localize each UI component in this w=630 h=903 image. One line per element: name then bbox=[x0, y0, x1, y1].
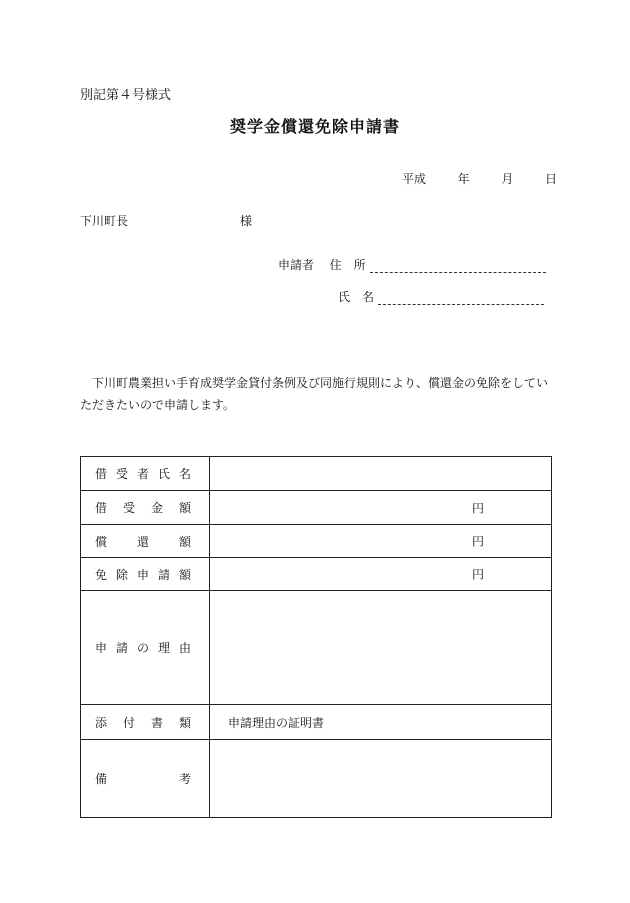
applicant-name-row bbox=[338, 288, 544, 305]
label-char: 額 bbox=[178, 534, 191, 549]
table-row bbox=[81, 525, 552, 558]
value-repayment[interactable] bbox=[210, 525, 552, 558]
table-row bbox=[81, 491, 552, 525]
application-table bbox=[80, 456, 552, 818]
label-attachments bbox=[81, 705, 210, 740]
table-row bbox=[81, 457, 552, 491]
lbl-loan bbox=[81, 499, 209, 516]
label-char: 請 bbox=[115, 641, 128, 655]
label-repayment bbox=[81, 525, 210, 558]
label-char: 申 bbox=[95, 641, 108, 655]
label-char: 書 bbox=[150, 715, 163, 730]
address-label: 住 所 bbox=[329, 258, 366, 272]
label-char: 額 bbox=[178, 501, 191, 515]
value-reason[interactable] bbox=[210, 591, 552, 705]
label-char: 額 bbox=[178, 567, 191, 582]
value-remarks[interactable] bbox=[210, 740, 552, 818]
label-char: 償 bbox=[95, 534, 108, 549]
label-char: 考 bbox=[178, 772, 191, 786]
label-exemption-amount bbox=[81, 558, 210, 591]
label-char: 還 bbox=[136, 534, 149, 549]
label-char: 借 bbox=[95, 467, 108, 481]
form-number-label: 別記第４号様式 bbox=[80, 88, 172, 103]
addressee-honorific: 様 bbox=[240, 214, 253, 228]
label-char: 金 bbox=[150, 501, 163, 515]
applicant-address-row bbox=[278, 256, 546, 273]
label-char: 由 bbox=[178, 641, 191, 655]
label-char: 者 bbox=[136, 467, 149, 481]
label-remarks bbox=[81, 740, 210, 818]
lbl-remarks bbox=[81, 770, 209, 787]
application-statement: 下川町農業担い手育成奨学金貸付条例及び同施行規則により、償還金の免除をしていただきたいので申請します。 bbox=[80, 376, 549, 412]
label-char: 免 bbox=[95, 567, 108, 582]
label-char: 備 bbox=[95, 772, 108, 786]
label-char: 類 bbox=[178, 715, 191, 730]
date-line bbox=[402, 170, 557, 187]
date-year: 年 bbox=[457, 172, 470, 186]
label-char: 申 bbox=[136, 567, 149, 582]
table-row bbox=[81, 705, 552, 740]
document-title: 奨学金償還免除申請書 bbox=[229, 117, 400, 136]
table-row bbox=[81, 558, 552, 591]
label-char: 借 bbox=[95, 501, 108, 515]
addressee-line bbox=[80, 212, 253, 229]
label-char: 添 bbox=[95, 715, 108, 730]
label-char: 氏 bbox=[157, 467, 170, 481]
date-era: 平成 bbox=[402, 172, 427, 186]
value-attachments[interactable]: 申請理由の証明書 bbox=[210, 705, 552, 740]
name-field[interactable] bbox=[378, 292, 544, 305]
label-char: の bbox=[136, 641, 149, 655]
label-char: 受 bbox=[122, 501, 135, 515]
table-row bbox=[81, 591, 552, 705]
lbl-exempt bbox=[81, 566, 209, 583]
name-label: 氏 名 bbox=[338, 290, 375, 304]
lbl-reason bbox=[81, 639, 209, 656]
table-row bbox=[81, 740, 552, 818]
value-loan-amount[interactable] bbox=[210, 491, 552, 525]
label-char: 理 bbox=[157, 641, 170, 655]
label-char: 請 bbox=[157, 567, 170, 582]
value-exemption-amount[interactable] bbox=[210, 558, 552, 591]
label-char: 除 bbox=[115, 567, 128, 582]
date-month: 月 bbox=[501, 172, 514, 186]
lbl-repay bbox=[81, 533, 209, 550]
yen-unit: 円 bbox=[472, 534, 485, 549]
lbl-borrower bbox=[81, 465, 209, 482]
label-char: 受 bbox=[115, 467, 128, 481]
applicant-label: 申請者 bbox=[278, 258, 315, 272]
address-field[interactable] bbox=[370, 260, 546, 273]
addressee-name: 下川町長 bbox=[80, 214, 129, 228]
label-loan-amount bbox=[81, 491, 210, 525]
yen-unit: 円 bbox=[472, 567, 485, 582]
label-char: 付 bbox=[122, 715, 135, 730]
value-borrower-name[interactable] bbox=[210, 457, 552, 491]
yen-unit: 円 bbox=[472, 501, 485, 515]
label-borrower-name bbox=[81, 457, 210, 491]
label-reason bbox=[81, 591, 210, 705]
date-day: 日 bbox=[545, 172, 558, 186]
lbl-attach bbox=[81, 714, 209, 731]
label-char: 名 bbox=[178, 467, 191, 481]
